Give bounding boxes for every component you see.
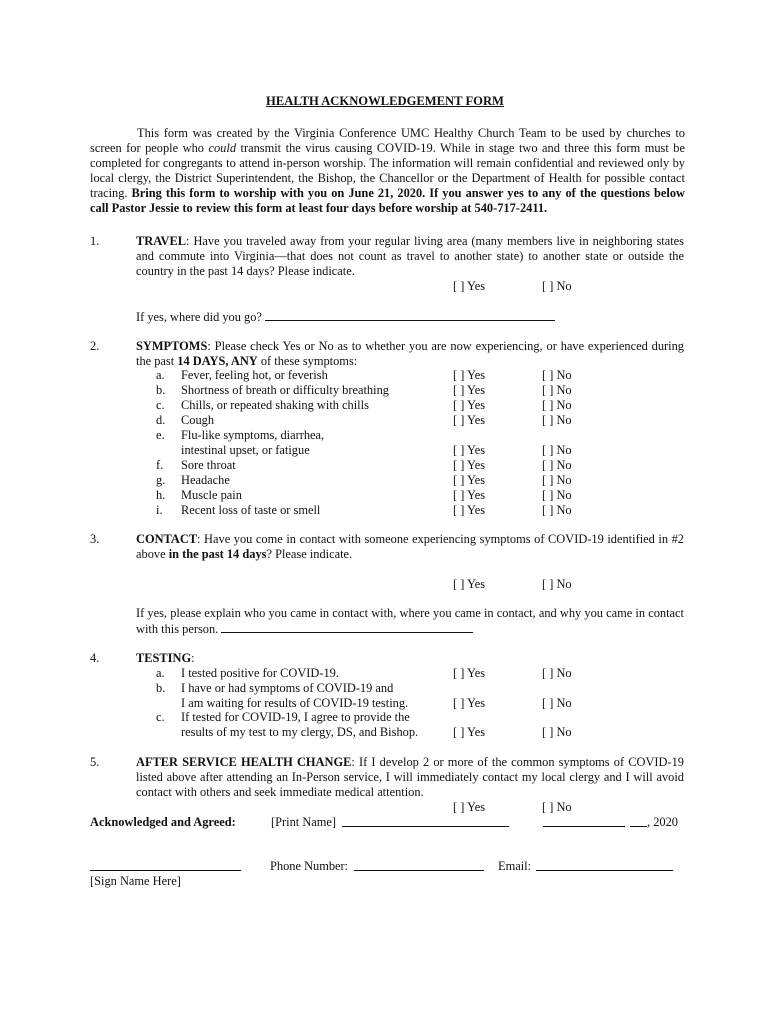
q1-no-checkbox[interactable]: [ ] No [542, 279, 572, 293]
q5-text: AFTER SERVICE HEALTH CHANGE: If I develop 2 or more of the common symptoms of COVID-19 listed above after attending an In-Person service, I will immediately contact my local clergy and I will avoid contact with others and seek immediate medical attention. [136, 755, 684, 799]
q4c-no-checkbox[interactable]: [ ] No [542, 725, 572, 739]
q2-item-label: Sore throat [181, 458, 236, 472]
print-name-label: [Print Name] [271, 815, 337, 829]
q2-item-label: intestinal upset, or fatigue [181, 443, 310, 457]
q2c-yes-checkbox[interactable]: [ ] Yes [453, 398, 486, 412]
q2-item-label: Muscle pain [181, 488, 242, 502]
year-label: , 2020 [647, 815, 678, 829]
q2-item-label: Cough [181, 413, 215, 427]
q2i-yes-checkbox[interactable]: [ ] Yes [453, 503, 486, 517]
q4b-yes-checkbox[interactable]: [ ] Yes [453, 696, 486, 710]
q2-item-label: Shortness of breath or difficulty breathing [181, 383, 389, 397]
q2-text: SYMPTOMS: Please check Yes or No as to whether you are now experiencing, or have experienced during the past 14 DAYS, ANY of these symptoms: [136, 339, 684, 368]
q3-followup-field[interactable] [221, 621, 473, 633]
q3-text: CONTACT: Have you come in contact with someone experiencing symptoms of COVID-19 identified in #2 above in the past 14 days? Please indicate. [136, 532, 684, 561]
q2f-no-checkbox[interactable]: [ ] No [542, 458, 572, 472]
q4-item-letter: c. [156, 710, 165, 724]
q4-item-label: If tested for COVID-19, I agree to provide the [181, 710, 410, 724]
q2a-yes-checkbox[interactable]: [ ] Yes [453, 368, 486, 382]
page-title: HEALTH ACKNOWLEDGEMENT FORM [266, 94, 504, 108]
q2d-yes-checkbox[interactable]: [ ] Yes [453, 413, 486, 427]
q2-item-letter: a. [156, 368, 165, 382]
date-field[interactable] [543, 815, 625, 827]
q1-followup-field[interactable] [265, 309, 555, 321]
q5-number: 5. [90, 755, 100, 769]
intro-paragraph: This form was created by the Virginia Conference UMC Healthy Church Team to be used by churches to screen for people who could transmit the virus causing COVID-19. While in stage two and three this form must be completed for congregants to attend in-person worship. The information will remain confidential and reviewed only by local clergy, the District Superintendent, the Bishop, the Chancellor or the Department of Health for possible contact tracing. Bring this form to worship with you on June 21, 2020. If you answer yes to any of the questions below call Pastor Jessie to review this form at least four days before worship at 540-717-2411. [90, 126, 685, 215]
q2g-yes-checkbox[interactable]: [ ] Yes [453, 473, 486, 487]
q3-no-checkbox[interactable]: [ ] No [542, 577, 572, 591]
q3-number: 3. [90, 532, 100, 546]
phone-field[interactable] [354, 859, 484, 871]
q2-item-label: Recent loss of taste or smell [181, 503, 321, 517]
q2e-no-checkbox[interactable]: [ ] No [542, 443, 572, 457]
q2-number: 2. [90, 339, 100, 353]
q2-item-letter: e. [156, 428, 165, 442]
sign-name-label: [Sign Name Here] [90, 874, 181, 888]
q2-item-letter: b. [156, 383, 166, 397]
signature-field[interactable] [90, 859, 241, 871]
q4-item-label: I am waiting for results of COVID-19 testing. [181, 696, 409, 710]
q2-item-letter: f. [156, 458, 164, 472]
print-name-field[interactable] [342, 815, 509, 827]
q1-yes-checkbox[interactable]: [ ] Yes [453, 279, 486, 293]
q2b-yes-checkbox[interactable]: [ ] Yes [453, 383, 486, 397]
q2h-yes-checkbox[interactable]: [ ] Yes [453, 488, 486, 502]
q5-no-checkbox[interactable]: [ ] No [542, 800, 572, 814]
q2-item-letter: i. [156, 503, 163, 517]
q3-followup: If yes, please explain who you came in contact with, where you came in contact, and why you came in contact with this person. [136, 606, 684, 636]
email-label: Email: [498, 859, 532, 873]
q4c-yes-checkbox[interactable]: [ ] Yes [453, 725, 486, 739]
q4-item-label: results of my test to my clergy, DS, and Bishop. [181, 725, 419, 739]
q3-yes-checkbox[interactable]: [ ] Yes [453, 577, 486, 591]
q4b-no-checkbox[interactable]: [ ] No [542, 696, 572, 710]
q1-number: 1. [90, 234, 100, 248]
q4-item-label: I tested positive for COVID-19. [181, 666, 339, 680]
q2g-no-checkbox[interactable]: [ ] No [542, 473, 572, 487]
date-day-field[interactable] [630, 815, 647, 827]
q1-followup: If yes, where did you go? [136, 309, 555, 325]
q2-item-letter: c. [156, 398, 165, 412]
q4-item-letter: a. [156, 666, 165, 680]
q2-item-label: Headache [181, 473, 230, 487]
q2a-no-checkbox[interactable]: [ ] No [542, 368, 572, 382]
q4a-yes-checkbox[interactable]: [ ] Yes [453, 666, 486, 680]
email-field[interactable] [536, 859, 673, 871]
q2h-no-checkbox[interactable]: [ ] No [542, 488, 572, 502]
q2i-no-checkbox[interactable]: [ ] No [542, 503, 572, 517]
q2-item-letter: g. [156, 473, 166, 487]
q2-item-label: Flu-like symptoms, diarrhea, [181, 428, 325, 442]
q2e-yes-checkbox[interactable]: [ ] Yes [453, 443, 486, 457]
q4-item-label: I have or had symptoms of COVID-19 and [181, 681, 394, 695]
q4a-no-checkbox[interactable]: [ ] No [542, 666, 572, 680]
q2-item-letter: h. [156, 488, 166, 502]
q2d-no-checkbox[interactable]: [ ] No [542, 413, 572, 427]
q2-item-label: Chills, or repeated shaking with chills [181, 398, 369, 412]
q5-yes-checkbox[interactable]: [ ] Yes [453, 800, 486, 814]
q2-item-label: Fever, feeling hot, or feverish [181, 368, 328, 382]
q4-number: 4. [90, 651, 100, 665]
acknowledged-label: Acknowledged and Agreed: [90, 815, 236, 829]
q2c-no-checkbox[interactable]: [ ] No [542, 398, 572, 412]
q2f-yes-checkbox[interactable]: [ ] Yes [453, 458, 486, 472]
q4-item-letter: b. [156, 681, 166, 695]
q2-item-letter: d. [156, 413, 166, 427]
q4-heading: TESTING: [136, 651, 195, 665]
q2b-no-checkbox[interactable]: [ ] No [542, 383, 572, 397]
q1-text: TRAVEL: Have you traveled away from your regular living area (many members live in neighboring states and commute into Virginia—that does not count as travel to another state) to another state or outside the country in the past 14 days? Please indicate. [136, 234, 684, 278]
phone-label: Phone Number: [270, 859, 349, 873]
